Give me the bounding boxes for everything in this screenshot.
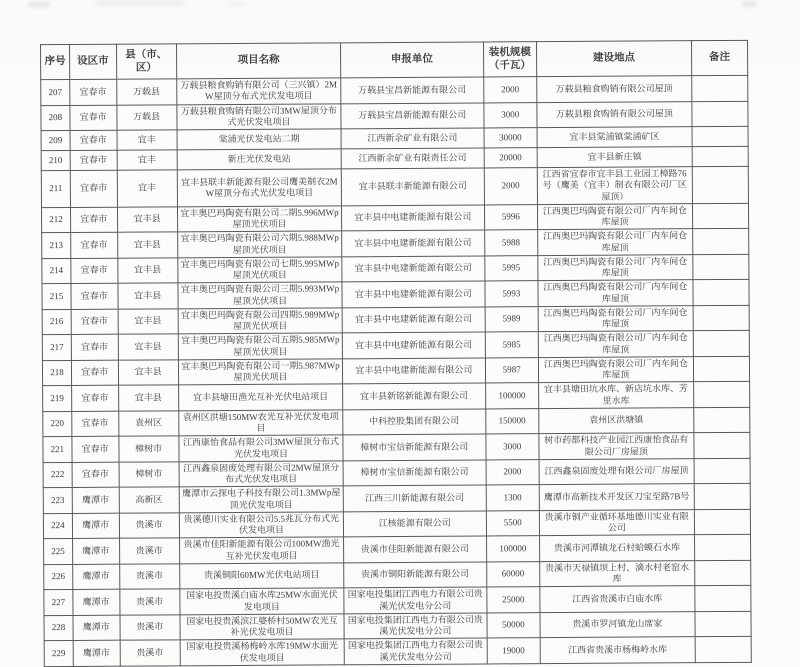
table-cell: 宜丰奥巴玛陶瓷有限公司三期5.993MWp屋顶光伏项目 <box>178 282 342 309</box>
table-cell: 中科控股集团有限公司 <box>343 409 486 435</box>
table-cell: 鹰潭市 <box>73 640 120 666</box>
table-cell: 江西新余矿业有限公司 <box>341 128 484 149</box>
table-cell <box>694 509 750 535</box>
table-cell: 万载县粮食购销有限公司（三兴镇）2MW屋顶分布式光伏发电项目 <box>177 78 341 105</box>
table-cell: 万载县 <box>116 79 176 105</box>
scan-artifact <box>28 2 50 7</box>
table-cell: 5988 <box>484 230 538 256</box>
table-cell: 万载县宝昌新能源有限公司 <box>341 77 484 103</box>
table-cell <box>694 560 750 586</box>
table-header <box>41 40 748 79</box>
table-cell: 江西新余矿业有限责任公司 <box>341 148 484 169</box>
table-cell: 5500 <box>486 510 540 536</box>
table-cell: 贵溪市天禄镇坝上村、滴水村老窑水库 <box>540 560 695 586</box>
table-cell: 贵溪市铜阳新能源有限公司 <box>344 562 487 588</box>
table-cell: 100000 <box>485 383 539 409</box>
table-cell: 袁州区 <box>118 411 178 437</box>
table-cell: 宜丰 <box>117 130 177 150</box>
table-cell: 贵溪市佳阳新能源有限公司 <box>344 536 487 562</box>
table-cell: 150000 <box>485 408 539 434</box>
table-cell: 贵溪市 <box>119 589 179 615</box>
table-cell <box>693 356 749 382</box>
table-cell: 3000 <box>485 434 539 460</box>
table-cell <box>692 166 749 203</box>
table-cell: 高新区 <box>119 487 179 513</box>
table-cell: 宜丰县中电建新能源有限公司 <box>342 256 485 282</box>
table-cell: 宜丰县 <box>117 232 177 258</box>
table-cell: 宜丰县塘田渔光互补光伏电站项目 <box>178 384 342 411</box>
table-cell: 江西鑫泉固废处理有限公司厂房屋顶 <box>539 458 694 484</box>
table-cell: 2000 <box>483 77 537 103</box>
table-cell: 207 <box>41 79 70 105</box>
table-cell: 宜春市 <box>70 150 117 170</box>
table-cell: 袁州区洪塘镇 <box>539 407 694 433</box>
table-cell: 50000 <box>487 612 541 638</box>
table-cell: 宜春市 <box>71 334 118 360</box>
table-cell: 5987 <box>485 357 539 383</box>
table-cell: 樟树市宝信新能源有限公司 <box>343 434 486 460</box>
table-cell: 宜春市 <box>72 411 119 437</box>
table-cell: 宜春市 <box>71 360 118 386</box>
table-cell <box>695 586 751 612</box>
table-cell: 宜丰县 <box>118 360 178 386</box>
table-row <box>44 637 751 667</box>
table-cell: 江西三川新能源有限公司 <box>343 485 486 511</box>
table-cell <box>693 254 749 280</box>
table-cell: 宜丰县 <box>118 309 178 335</box>
table-cell: 217 <box>42 335 71 361</box>
table-cell: 宜春市 <box>70 130 117 150</box>
table-cell: 227 <box>44 590 73 616</box>
table-cell <box>693 331 749 357</box>
table-cell <box>692 146 748 166</box>
table-cell: 215 <box>42 284 71 310</box>
table-cell: 宜丰县 <box>118 334 178 360</box>
scan-artifact <box>228 2 244 6</box>
table-cell: 宜丰县 <box>117 258 177 284</box>
table-cell: 211 <box>41 170 70 207</box>
table-cell: 宜春市 <box>71 258 118 284</box>
table-cell: 219 <box>43 386 72 412</box>
table-cell: 212 <box>42 207 71 233</box>
table-cell: 宜丰 <box>117 170 178 207</box>
table-cell: 5989 <box>485 306 539 332</box>
table-cell: 宜丰奥巴玛陶瓷有限公司五期5.985MWp屋顶光伏项目 <box>178 333 342 360</box>
table-cell: 宜丰县 <box>117 207 177 233</box>
table-cell: 鹰潭市 <box>72 513 119 539</box>
table-cell: 210 <box>41 150 70 170</box>
table-cell: 5985 <box>485 332 539 358</box>
table-cell: 226 <box>44 564 73 590</box>
table-cell: 鹰潭市云探电子科技有限公司1.3MWp屋顶光伏发电项目 <box>179 486 343 513</box>
table-cell: 5995 <box>484 255 538 281</box>
table-cell: 宜春市 <box>70 207 117 233</box>
table-cell: 2000 <box>484 168 538 205</box>
header-row <box>41 40 748 79</box>
table-cell: 19000 <box>487 638 541 664</box>
table-cell: 万载县宝昌新能源有限公司 <box>341 102 484 128</box>
column-header: 县（市、区） <box>116 44 177 79</box>
table-cell: 江西奥巴玛陶瓷有限公司厂内车间仓库屋顶 <box>538 229 693 255</box>
table-cell: 国家电投贵溪杨梅岭水库19MW水面光伏发电项目 <box>180 639 344 666</box>
scan-artifact <box>742 1 756 7</box>
table-cell: 贵溪市河潭镇龙石村蛤蟆石水库 <box>540 535 695 561</box>
table-cell: 贵溪市 <box>120 615 180 641</box>
table-cell: 宜丰奥巴玛陶瓷有限公司六期5.988MWp屋顶光伏项目 <box>178 231 342 258</box>
table-cell: 新庄光伏发电站 <box>177 149 341 170</box>
table-cell: 224 <box>43 513 72 539</box>
table-cell: 江西奥巴玛陶瓷有限公司厂内车间仓库屋顶 <box>538 280 693 306</box>
table-cell: 30000 <box>484 128 538 148</box>
table-cell: 国家电投贵溪滨江婆桥村50MW农光互补光伏发电项目 <box>180 614 344 641</box>
table-cell: 棠浦光伏发电站二期 <box>177 129 341 150</box>
table-cell <box>694 535 750 561</box>
table-cell: 宜春市 <box>71 385 118 411</box>
table-cell: 60000 <box>486 561 540 587</box>
table-cell: 100000 <box>486 536 540 562</box>
column-header: 序号 <box>41 44 70 79</box>
table-cell: 鹰潭市高新技术开发区刀宝至路7B号 <box>539 484 694 510</box>
table-cell: 宜丰县中电建新能源有限公司 <box>342 332 485 358</box>
table-cell: 江核能源有限公司 <box>343 511 486 537</box>
table-cell: 宜丰奥巴玛陶瓷有限公司二期5.996MWp屋顶光伏项目 <box>177 206 341 233</box>
table-cell: 208 <box>41 105 70 131</box>
table-cell: 贵溪市佳阳新能源有限公司100MW渔光互补光伏发电项目 <box>179 537 343 564</box>
table-cell <box>693 280 749 306</box>
table-cell: 鹰潭市 <box>73 615 120 641</box>
table-cell <box>693 305 749 331</box>
table-cell: 贵溪市 <box>119 564 179 590</box>
table-cell: 228 <box>44 615 73 641</box>
table-cell: 宜春市 <box>70 79 117 105</box>
table-cell: 宜丰县棠浦镇棠浦矿区 <box>537 127 692 148</box>
table-cell: 220 <box>43 411 72 437</box>
column-header: 装机规模（千瓦） <box>483 42 537 77</box>
table-cell: 1300 <box>486 485 540 511</box>
table-cell: 222 <box>43 462 72 488</box>
table-cell: 樟树市 <box>118 436 178 462</box>
pv-projects-table <box>40 40 752 667</box>
table-cell: 宜春市 <box>72 436 119 462</box>
table-cell: 万载县粮食购销有限公司屋顶 <box>537 101 692 127</box>
table-cell: 江西奥巴玛陶瓷有限公司厂内车间仓库屋顶 <box>538 305 693 331</box>
table-cell <box>692 229 748 255</box>
table-cell: 宜丰县 <box>117 283 177 309</box>
table-cell: 宜丰县塘田坑水库、新店坑水库、芳里水库 <box>539 382 694 408</box>
table-cell: 宜丰县联丰新能源有限公司 <box>341 168 484 206</box>
table-cell <box>694 484 750 510</box>
table-cell: 贵溪市罗河镇龙山席家 <box>540 611 695 637</box>
table-cell: 216 <box>42 309 71 335</box>
table-cell <box>695 611 751 637</box>
table-cell: 2000 <box>486 459 540 485</box>
table-cell: 5993 <box>484 281 538 307</box>
table-cell: 贵溪市 <box>119 513 179 539</box>
table-cell: 鹰潭市 <box>72 487 119 513</box>
table-cell: 江西奥巴玛陶瓷有限公司厂内车间仓库屋顶 <box>538 331 693 357</box>
table-cell: 214 <box>42 258 71 284</box>
column-header: 备注 <box>691 40 747 75</box>
table-cell: 宜丰县中电建新能源有限公司 <box>342 307 485 333</box>
table-cell: 樟树市 <box>119 462 179 488</box>
table-cell: 宜春市 <box>71 283 118 309</box>
column-header: 申报单位 <box>341 42 484 78</box>
table-cell: 万载县粮食购销有限公司3MW屋顶分布式光伏发电项目 <box>177 103 341 130</box>
table-container <box>40 40 752 667</box>
table-cell: 江西康怡食品有限公司3MW屋顶分布式光伏发电项目 <box>179 435 343 462</box>
table-cell: 江西奥巴玛陶瓷有限公司厂内车间仓库屋顶 <box>538 203 693 229</box>
table-cell: 3000 <box>483 102 537 128</box>
table-cell: 宜丰县新铭新能源有限公司 <box>343 383 486 409</box>
table-cell: 宜丰县中电建新能源有限公司 <box>343 358 486 384</box>
table-cell: 樟树市宝信新能源有限公司 <box>343 460 486 486</box>
table-cell <box>692 101 748 127</box>
table-cell: 江西省贵溪市白庙水库 <box>540 586 695 612</box>
table-cell <box>692 203 748 229</box>
table-cell: 鹰潭市 <box>72 538 119 564</box>
table-cell <box>691 75 747 101</box>
table-cell <box>692 126 748 146</box>
table-cell: 宜丰县 <box>118 385 178 411</box>
table-cell: 宜丰奥巴玛陶瓷有限公司七期5.995MWp屋顶光伏项目 <box>178 257 342 284</box>
table-cell: 贵溪市铜产业循环基地德川实业有限公司 <box>539 509 694 535</box>
table-cell: 宜春市 <box>70 105 117 131</box>
table-cell: 国家电投集团江西电力有限公司贵溪光伏发电分公司 <box>344 587 487 613</box>
table-cell: 国家电投集团江西电力有限公司贵溪光伏发电分公司 <box>344 613 487 639</box>
column-header: 建设地点 <box>537 41 692 77</box>
table-cell: 贵溪市 <box>120 640 180 666</box>
table-cell <box>693 407 749 433</box>
table-cell: 江西鑫泉固废处理有限公司2MW屋顶分布式光伏发电项目 <box>179 461 343 488</box>
table-cell: 江西奥巴玛陶瓷有限公司厂内车间仓库屋顶 <box>538 254 693 280</box>
table-cell: 袁州区洪塘150MW农光互补光伏发电项目 <box>179 410 343 437</box>
table-cell: 宜春市 <box>72 462 119 488</box>
table-cell: 宜春市 <box>71 309 118 335</box>
table-cell: 225 <box>44 539 73 565</box>
table-cell: 鹰潭市 <box>73 564 120 590</box>
table-cell: 宜丰县中电建新能源有限公司 <box>342 205 485 231</box>
table-cell: 国家电投集团江西电力有限公司贵溪光伏发电分公司 <box>344 638 487 664</box>
table-cell: 江西奥巴玛陶瓷有限公司厂内车间仓库屋顶 <box>538 356 693 382</box>
table-cell: 江西省贵溪市杨梅岭水库 <box>540 637 695 663</box>
table-cell: 213 <box>42 233 71 259</box>
table-cell: 万载县 <box>116 104 176 130</box>
table-cell: 221 <box>43 437 72 463</box>
table-cell <box>693 382 749 408</box>
table-cell: 229 <box>44 641 73 667</box>
table-cell: 宜春市 <box>71 232 118 258</box>
table-cell: 江西省宜春市宜丰县工业园工樟路76号（鹰美（宜丰）制衣有限公司厂区屋顶） <box>537 167 692 205</box>
table-cell: 宜丰 <box>117 150 177 170</box>
table-cell: 5996 <box>484 204 538 230</box>
table-cell: 宜丰奥巴玛陶瓷有限公司一期5.987MWp屋顶光伏项目 <box>178 359 342 386</box>
column-header: 设区市 <box>69 44 116 79</box>
table-body <box>41 75 752 666</box>
table-cell: 贵溪铜阳60MW光伏电站项目 <box>180 563 344 590</box>
table-cell: 218 <box>42 360 71 386</box>
table-cell: 宜丰县中电建新能源有限公司 <box>342 230 485 256</box>
table-cell <box>694 458 750 484</box>
table-cell: 鹰潭市 <box>73 589 120 615</box>
table-cell: 贵溪市 <box>119 538 179 564</box>
table-cell: 宜春市 <box>70 170 117 207</box>
table-cell: 25000 <box>486 587 540 613</box>
table-cell: 贵溪德川实业有限公司5.5兆瓦分布式光伏发电项目 <box>179 512 343 539</box>
table-cell: 宜丰奥巴玛陶瓷有限公司四期5.989MWp屋顶光伏项目 <box>178 308 342 335</box>
table-cell: 宜丰县新庄镇 <box>537 147 692 168</box>
table-cell <box>695 637 751 663</box>
table-cell <box>694 433 750 459</box>
table-cell: 树市药都科技产业园江西康怡食品有限公司厂房屋顶 <box>539 433 694 459</box>
table-cell: 宜丰县联丰新能源有限公司鹰美制衣2MW屋顶分布式光伏发电项目 <box>177 169 342 207</box>
table-cell: 万载县粮食购销有限公司屋顶 <box>537 76 692 102</box>
table-row <box>41 166 748 207</box>
column-header: 项目名称 <box>176 43 340 79</box>
table-cell: 209 <box>41 130 70 150</box>
table-cell: 223 <box>43 488 72 514</box>
table-cell: 国家电投贵溪白庙水库25MW水面光伏发电项目 <box>180 588 344 615</box>
table-cell: 宜丰县中电建新能源有限公司 <box>342 281 485 307</box>
table-cell: 20000 <box>484 148 538 168</box>
scan-artifact <box>95 1 185 5</box>
